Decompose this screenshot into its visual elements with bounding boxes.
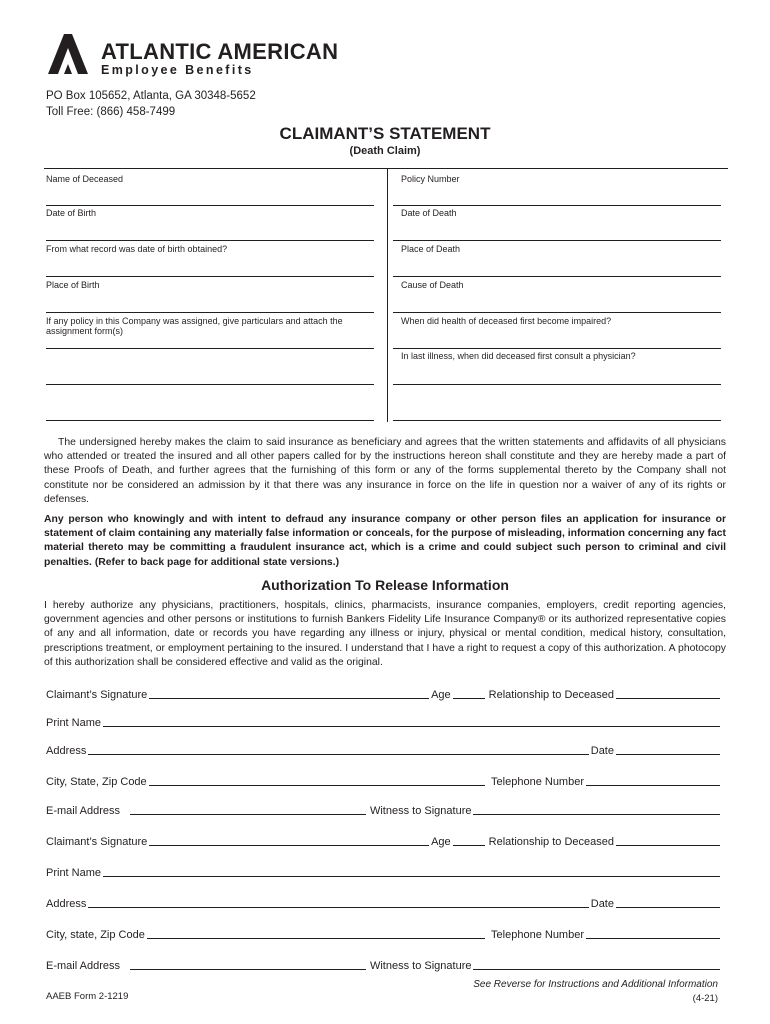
sig2-row-address — [46, 894, 720, 910]
sig2-print-name-label: Print Name — [46, 867, 102, 879]
sig1-claimant-signature-label: Claimant’s Signature — [46, 689, 148, 701]
sig2-date-label: Date — [590, 898, 614, 910]
form-title: CLAIMANT’S STATEMENT — [279, 124, 491, 143]
revision-date: (4-21) — [692, 993, 718, 1004]
sig1-witness-field[interactable] — [473, 804, 720, 815]
field-date-of-death[interactable] — [393, 240, 721, 241]
sig2-city-field[interactable] — [147, 928, 485, 939]
sig1-address-label: Address — [46, 745, 87, 757]
field-policy-assignment-3[interactable] — [46, 420, 374, 421]
sig1-date-field[interactable] — [616, 744, 720, 755]
sig2-email-label: E-mail Address — [46, 960, 120, 972]
field-policy-number[interactable] — [393, 205, 721, 206]
label-date-of-death: Date of Death — [401, 208, 457, 218]
sig2-relationship-label: Relationship to Deceased — [488, 836, 614, 848]
sig1-row-print-name — [46, 713, 720, 729]
authorization-paragraph: I hereby authorize any physicians, practitioners, hospitals, clinics, pharmacists, insurance companies, employers, credit reporting agencies, government agencies and other persons or institutions to furnish Bankers Fidelity Life Insurance Company® or its authorized representative copies of any and all information, date or records you have regarding any illness or injury, physical or mental condition, medical history, consultation, prescriptions treatment, or employment pertaining to the insured. I understand that I have a right to request a copy of this authorization. A photocopy of this authorization shall be considered effective and valid as the original. — [44, 600, 726, 668]
atlantic-american-logo-icon — [44, 30, 92, 76]
table-divider — [387, 168, 388, 422]
sig2-row-city — [46, 925, 720, 941]
mailing-address: PO Box 105652, Atlanta, GA 30348-5652 — [46, 90, 256, 102]
sig2-date-field[interactable] — [616, 897, 720, 908]
sig1-city-field[interactable] — [149, 775, 485, 786]
field-consult-physician-2[interactable] — [393, 420, 721, 421]
authorization-heading: Authorization To Release Information — [261, 577, 509, 593]
label-name-of-deceased: Name of Deceased — [46, 174, 124, 184]
sig1-date-label: Date — [590, 745, 614, 757]
field-name-of-deceased[interactable] — [46, 205, 374, 206]
sig1-print-name-field[interactable] — [103, 716, 720, 727]
label-health-impaired: When did health of deceased first become impaired? — [401, 316, 612, 326]
label-policy-number: Policy Number — [401, 174, 460, 184]
sig2-print-name-field[interactable] — [103, 866, 720, 877]
sig2-age-label: Age — [431, 836, 451, 848]
sig1-print-name-label: Print Name — [46, 717, 102, 729]
sig2-telephone-label: Telephone Number — [491, 929, 584, 941]
sig1-address-field[interactable] — [88, 744, 588, 755]
sig2-city-label: City, state, Zip Code — [46, 929, 145, 941]
sig1-relationship-label: Relationship to Deceased — [488, 689, 614, 701]
label-dob-record: From what record was date of birth obtained? — [46, 244, 228, 254]
sig1-row-signature — [46, 685, 720, 701]
claim-declaration-paragraph: The undersigned hereby makes the claim to said insurance as beneficiary and agrees that the written statements and affidavits of all physicians who attended or treated the insured and all other papers called for by the instructions hereon shall constitute and they are hereby made a part of these Proofs of Death, and further agrees that the furnishing of this form or any of the forms supplemental thereto by the Company shall not constitute nor be considered an admission by it that there was any insurance in force on the life in question nor a waiver of any of its rights or defenses. — [44, 437, 726, 505]
field-policy-assignment-1[interactable] — [46, 348, 374, 349]
label-date-of-birth: Date of Birth — [46, 208, 97, 218]
sig1-email-label: E-mail Address — [46, 805, 120, 817]
sig1-telephone-field[interactable] — [586, 775, 720, 786]
sig1-claimant-signature-field[interactable] — [149, 688, 429, 699]
field-policy-assignment-2[interactable] — [46, 384, 374, 385]
field-health-impaired[interactable] — [393, 348, 721, 349]
sig2-witness-field[interactable] — [473, 959, 720, 970]
toll-free-number: Toll Free: (866) 458-7499 — [46, 106, 176, 118]
logo-subtitle: Employee Benefits — [101, 63, 254, 77]
sig2-address-field[interactable] — [88, 897, 588, 908]
sig1-age-field[interactable] — [453, 688, 485, 699]
table-top-rule — [44, 168, 728, 169]
field-dob-record[interactable] — [46, 276, 374, 277]
sig2-row-signature — [46, 832, 720, 848]
sig2-row-print-name — [46, 863, 720, 879]
sig1-email-field[interactable] — [130, 804, 366, 815]
sig1-witness-label: Witness to Signature — [369, 805, 472, 817]
label-place-of-birth: Place of Birth — [46, 280, 100, 290]
sig2-relationship-field[interactable] — [616, 835, 720, 846]
sig1-row-email — [46, 801, 720, 817]
sig1-relationship-field[interactable] — [616, 688, 720, 699]
label-cause-of-death: Cause of Death — [401, 280, 464, 290]
sig2-telephone-field[interactable] — [586, 928, 720, 939]
sig1-age-label: Age — [431, 689, 451, 701]
label-policy-assignment: If any policy in this Company was assigned, give particulars and attach the assignment form(s) — [46, 316, 343, 336]
label-consult-physician: In last illness, when did deceased first consult a physician? — [401, 351, 636, 361]
sig1-city-label: City, State, Zip Code — [46, 776, 147, 788]
sig2-address-label: Address — [46, 898, 87, 910]
logo-name: ATLANTIC AMERICAN — [101, 39, 339, 64]
form-id: AAEB Form 2-1219 — [46, 991, 129, 1002]
label-place-of-death: Place of Death — [401, 244, 461, 254]
sig1-row-address — [46, 741, 720, 757]
see-reverse-note: See Reverse for Instructions and Additional Information — [473, 979, 718, 990]
fraud-warning-paragraph: Any person who knowingly and with intent to defraud any insurance company or other person files an application for insurance or statement of claim containing any materially false information or conceals, for the purpose of misleading, information concerning any fact material thereto may be committing a fraudulent insurance act, which is a crime and could subject such person to criminal and civil penalties. (Refer to back page for additional state versions.) — [44, 514, 726, 568]
form-subtitle: (Death Claim) — [349, 145, 421, 157]
field-date-of-birth[interactable] — [46, 240, 374, 241]
sig1-telephone-label: Telephone Number — [491, 776, 584, 788]
sig2-claimant-signature-label: Claimant’s Signature — [46, 836, 148, 848]
field-place-of-death[interactable] — [393, 276, 721, 277]
field-cause-of-death[interactable] — [393, 312, 721, 313]
sig2-witness-label: Witness to Signature — [369, 960, 472, 972]
sig2-email-field[interactable] — [130, 959, 366, 970]
field-place-of-birth[interactable] — [46, 312, 374, 313]
sig2-row-email — [46, 956, 720, 972]
field-consult-physician[interactable] — [393, 384, 721, 385]
sig2-claimant-signature-field[interactable] — [149, 835, 429, 846]
sig1-row-city — [46, 772, 720, 788]
sig2-age-field[interactable] — [453, 835, 485, 846]
